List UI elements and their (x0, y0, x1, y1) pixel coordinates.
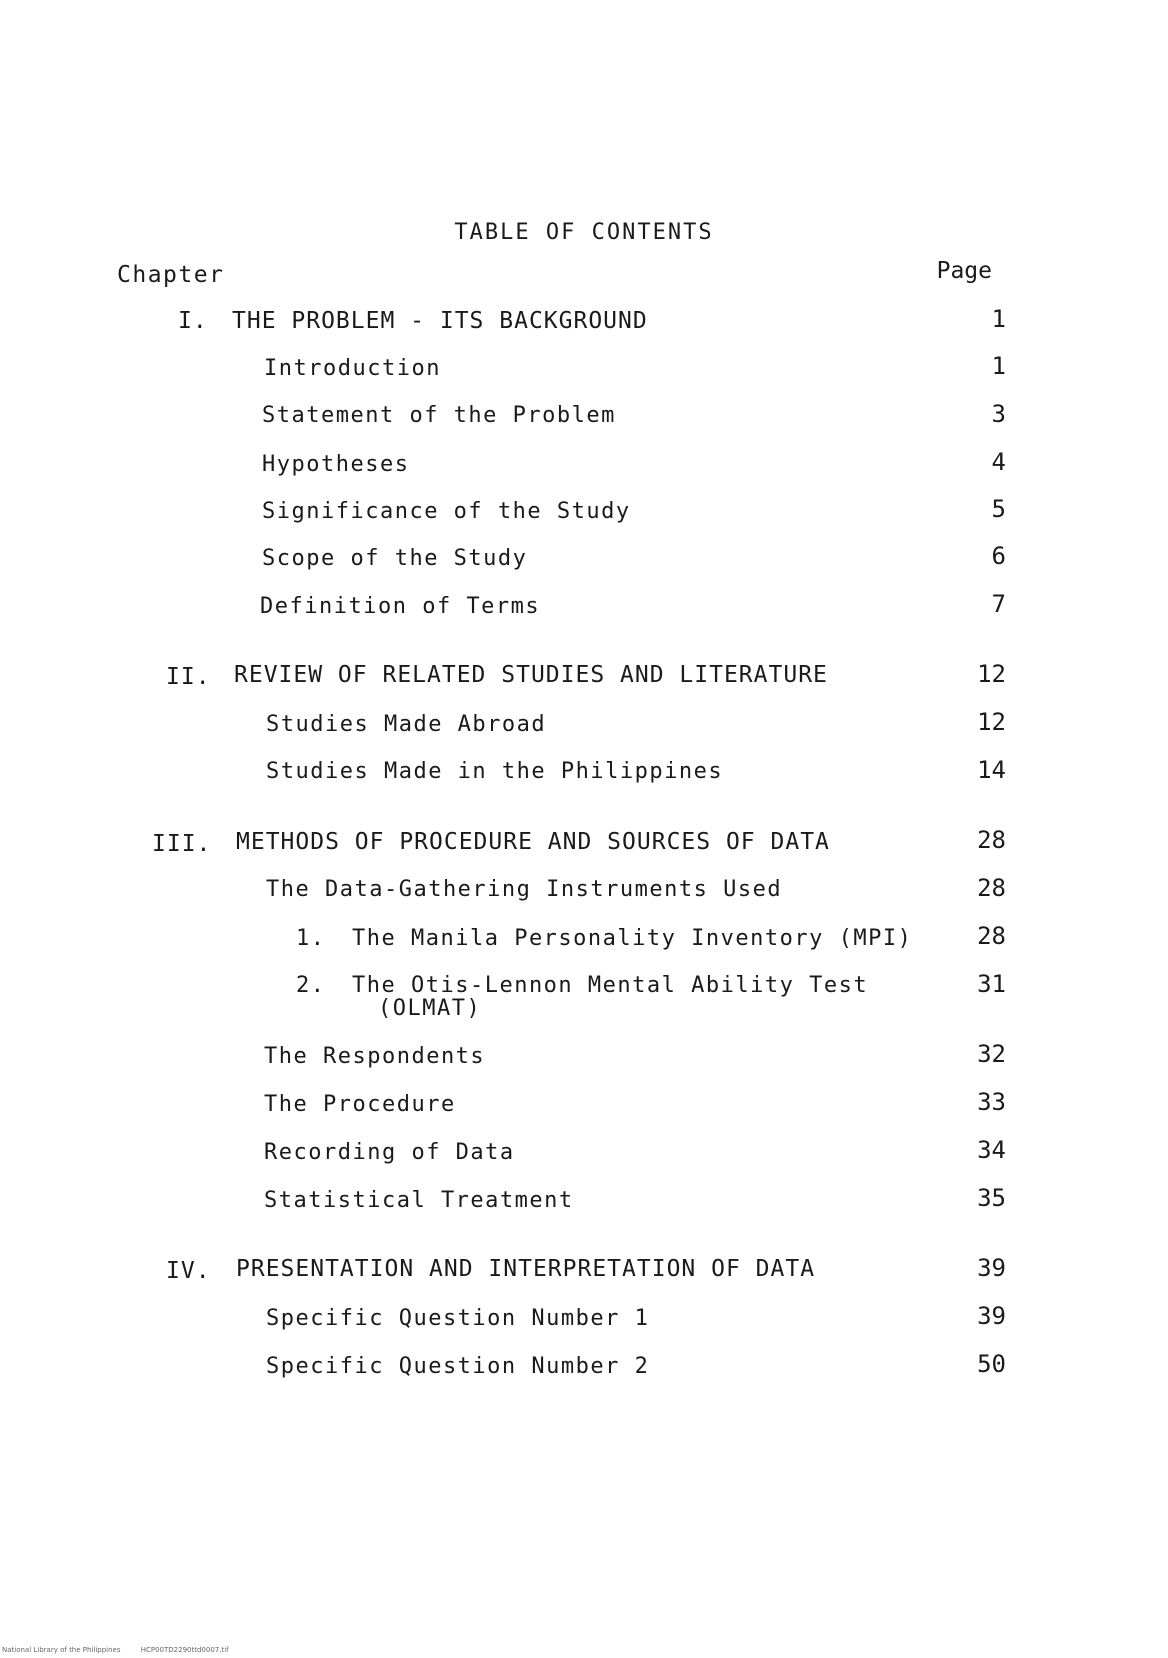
chapter-2-title: REVIEW OF RELATED STUDIES AND LITERATURE (234, 662, 828, 688)
toc-entry-page: 5 (991, 495, 1006, 523)
toc-entry: The Respondents (264, 1044, 486, 1069)
chapter-1-title: THE PROBLEM - ITS BACKGROUND (232, 308, 648, 334)
toc-entry-page: 28 (977, 922, 1006, 950)
toc-entry: Hypotheses (262, 452, 410, 477)
toc-entry-page: 31 (977, 970, 1006, 998)
toc-entry: Scope of the Study (262, 546, 528, 571)
chapter-3-title: METHODS OF PROCEDURE AND SOURCES OF DATA (236, 829, 830, 855)
toc-title: TABLE OF CONTENTS (454, 220, 714, 245)
footer-source: National Library of the Philippines (2, 1646, 121, 1654)
chapter-2-page: 12 (977, 660, 1006, 688)
toc-entry-page: 33 (977, 1088, 1006, 1116)
toc-entry-page: 1 (991, 352, 1006, 380)
toc-entry-page: 50 (977, 1350, 1006, 1378)
toc-entry-page: 4 (991, 448, 1006, 476)
toc-subentry-number: 2. (296, 973, 326, 998)
toc-entry: Specific Question Number 2 (266, 1354, 650, 1379)
toc-entry-page: 6 (991, 542, 1006, 570)
chapter-3-page: 28 (977, 826, 1006, 854)
toc-entry: The Data-Gathering Instruments Used (266, 877, 783, 902)
toc-entry-page: 34 (977, 1136, 1006, 1164)
toc-entry: Recording of Data (264, 1140, 515, 1165)
toc-entry: The Procedure (264, 1092, 456, 1117)
toc-subentry: The Manila Personality Inventory (MPI) (352, 926, 913, 951)
toc-subentry: The Otis-Lennon Mental Ability Test (352, 973, 869, 998)
toc-entry: Definition of Terms (260, 594, 541, 619)
footer-file-id: HCP00TD2290ttd0007.tif (140, 1646, 229, 1654)
chapter-1-number: I. (178, 308, 208, 334)
toc-entry: Specific Question Number 1 (266, 1306, 650, 1331)
chapter-column-header: Chapter (117, 262, 225, 288)
toc-entry: Studies Made in the Philippines (266, 759, 724, 784)
toc-entry: Studies Made Abroad (266, 712, 547, 737)
toc-entry-page: 3 (991, 400, 1006, 428)
toc-subentry-number: 1. (296, 926, 326, 951)
chapter-1-page: 1 (991, 305, 1006, 333)
chapter-4-number: IV. (166, 1258, 211, 1284)
toc-entry-page: 12 (977, 708, 1006, 736)
toc-entry-page: 14 (977, 756, 1006, 784)
toc-entry: Significance of the Study (262, 499, 631, 524)
chapter-4-title: PRESENTATION AND INTERPRETATION OF DATA (236, 1256, 816, 1282)
page-column-header: Page (936, 258, 992, 284)
toc-entry: Statistical Treatment (264, 1188, 574, 1213)
chapter-2-number: II. (166, 664, 211, 690)
toc-entry-page: 28 (977, 874, 1006, 902)
toc-entry-page: 39 (977, 1302, 1006, 1330)
toc-subentry-continuation: (OLMAT) (378, 996, 482, 1021)
toc-entry: Introduction (264, 356, 441, 381)
chapter-3-number: III. (152, 831, 212, 857)
scan-footer (2, 1646, 247, 1654)
chapter-4-page: 39 (977, 1254, 1006, 1282)
toc-entry: Statement of the Problem (262, 403, 616, 428)
toc-entry-page: 7 (991, 590, 1006, 618)
toc-entry-page: 32 (977, 1040, 1006, 1068)
toc-entry-page: 35 (977, 1184, 1006, 1212)
